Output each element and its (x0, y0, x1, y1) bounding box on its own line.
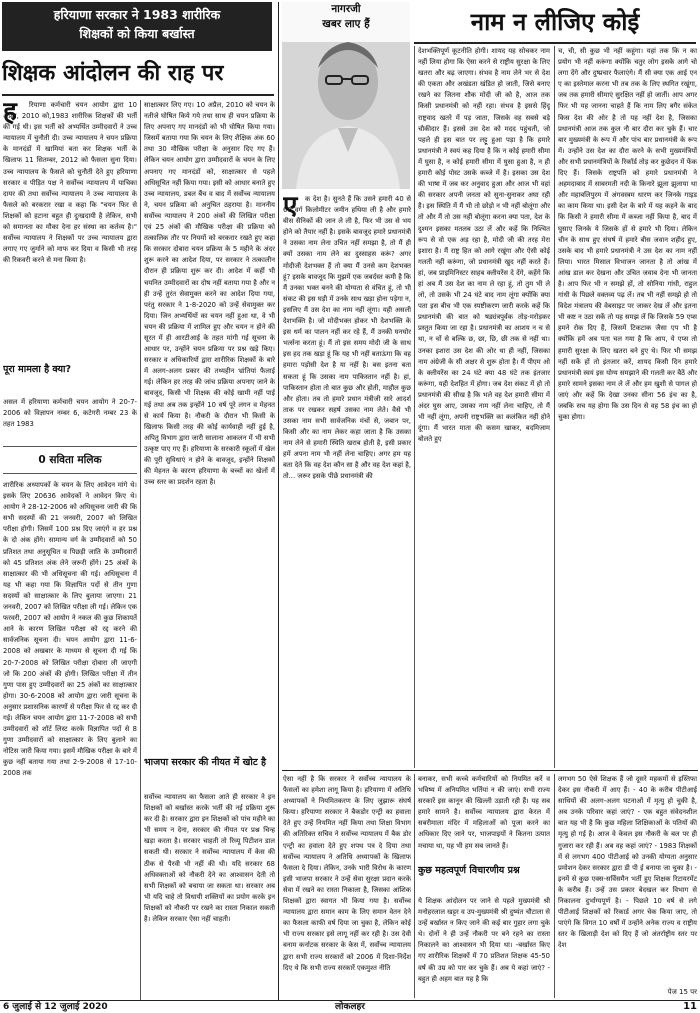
right-col-b: देशभक्तिपूर्ण कूटनीति होगी। शायद यह सोचकर नाम नहीं लिया होगा कि ऐसा करने से राष्ट्रीय सुरक्षा के लिए खतरा और बढ़ जाएगा। संभव है नाम लेने भर से देश की एकता और अखंडता खंडित हो जाती, जिसे बनाए रखने का जितना शौक मोदी जी को है, आज तक किसी प्रधानमंत्री को नहीं रहा। संभव है इससे हिंदू राष्ट्रवाद खतरे में पड़ जाता, जिसके वह सबसे बड़े चौकीदार हैं। इससे उस देश को मदद पहुंचती, जो पहले ही इस बात पर लट्टू हुआ पड़ा है कि हमारे प्रधानमंत्री ने स्वयं कह दिया है कि न कोई हमारी सीमा में घुसा है, न कोई हमारी सीमा में घुसा हुआ है, न ही हमारी कोई पोस्ट उसके कब्जे में है। इसका उस देश की भाषा में जब कर अनुवाद हुआ और आज भी वहां की सरकार अपनी जनता को सुना-सुनाकर अघा रही है। इस स्थिति में मैं भी तो छोड़ो न भी नहीं बोलूंगा और तो और मैं तो उस नहीं बोलूंगा करना क्या पता, देश के दुश्मन इसका मतलब उठा लें और कहें कि निश्चित रूप से वो एक अड़ रहा है, मोदी जी की तरह मेरा इशारा है। मैं राष्ट्र हित को आगे रखूंगा और ऐसी कोई गलती नहीं करूंगा, जो प्रधानमंत्री खुद नहीं करते हैं। हां, जब प्राइमिनिस्टर साहब क्लीयरेंस दे देंगे, कहेंगे कि हां अब मैं उस देश का नाम ले रहा हूं, तो तुम भी ले लो, तो उसके भी 24 घंटे बाद नाम लूंगा क्योंकि क्या पता इस बीच भी एक स्पष्टीकरण जारी करके कहें कि प्रधानमंत्री की बात को षड्यंत्रपूर्वक तोड़-मरोड़कर प्रस्तुत किया जा रहा है। प्रधानमंत्री का आशय न च से था, न चों से बल्कि छ, छा, छि, छी तक से नहीं था। उनका इशारा उस देश की ओर था ही नहीं, जिसका नाम अंग्रेजी के सी अक्षर से शुरू होता है। मैं पीएम ओ के क्लीयरेंस का 24 घंटे क्या 48 घंटे तक इंतजार करूंगा, यही देशहित में होगा। जब देश संकट में हो तो प्रधानमंत्री की सीख है कि भले वह देश हमारी सीमा में अंदर घुस आए, उसका नाम नहीं लेना चाहिए, तो मैं भी नहीं लूंगा, अपनी राष्ट्रभक्ति का कलंकित नहीं होने दूंगा। मैं भारत माता की कसम खाकर, बदमिजाम बोलते हुए (418, 47, 550, 444)
dropcap-e: ए (283, 192, 298, 220)
caption-line-2: खबर लाए हैं (322, 18, 370, 30)
caption-line-1: नागरजी (331, 3, 361, 15)
subhead-bjp-niyat: भाजपा सरकार की नीयत में खोट है (144, 757, 266, 768)
bottom-col3: लगभग 50 ऐसे शिक्षक हैं जो दूसरे महकमों से इस्तिफा देकर इस नौकरी में आए हैं। - 40 के करीब पीटीआई साथियों की अलग-अलग घटनाओं में मृत्यु हो चुकी है, अब उनके परिवार कहां जाएं? - एक बहुत संवेदनशील बात यह भी है कि कुछ महिला शिक्षिकाओं के पतियों की मृत्यु हो गई है। आज वे केवल इस नौकरी के बल पर ही गुजारा कर रही हैं। अब वह कहां जाएं? - 1983 शिक्षकों में से लगभग 400 पीटीआई को उनकी योग्यता अनुसार प्रमोशन देकर सरकार द्वारा डी पी ई बनाया जा चुका है। - इनमें से कुछ एक्स-सर्विसमैन भर्ती हुए शिक्षक रिटायरमेंट के करीब हैं। उन्हें उस प्रकार बेदखल कर विभाग से निकालना दुर्भाग्यपूर्ण है। - पिछले 10 वर्ष से लगे पीटीआई शिक्षकों को रिकार्ड अगर चेक किया जाए, तो पाएंगे कि विगत 10 वर्षों में उन्होंने अनेक राज्य व राष्ट्रीय स्तर के खिलाड़ी देश को दिए हैं जो अंतर्राष्ट्रीय स्तर पर देश (558, 775, 697, 950)
top-banner (2, 2, 272, 51)
byline: 0 सविता मलिक (38, 454, 102, 466)
left-headline: शिक्षक आंदोलन की राह पर (2, 61, 224, 86)
dropcap-ha: ह (3, 98, 17, 126)
left-col1-text2: असल में हरियाणा कर्मचारी चयन आयोग ने 20-7-2006 को विज्ञापन नम्बर 6, कटेगरी नम्बर 23 के तहत 1983 (3, 398, 137, 429)
bottom-col2: बनाकर, सभी कच्चे कर्मचारियों को नियमित करें व भविष्य में अनियमित भर्तियां न की जाएं। सभी राज्य सरकारें इस कानून की खिल्ली उड़ाती रही हैं। यह सब हमारे सामने है। सर्वोच्च न्यायालय द्वारा केरल में सबरीमाला मंदिर में महिलाओं को पूजा करने का अधिकार दिए जाने पर, भाजपाइयों ने कितना उत्पात मचाया था, यह भी हम सब जानते हैं। (418, 775, 550, 850)
left-col2-text: साक्षात्कार लिए गए। 10 अप्रैल, 2010 को चयन के नतीजे घोषित किये गये तथा साथ ही चयन प्रक्रिया के लिए अपनाए गए मानदंडों को भी घोषित किया गया। जिसमें बताया गया कि चयन के लिए शैक्षिक अंक 60 तथा 30 मौखिक परीक्षा के अनुसार दिए गए हैं। लेकिन चयन आयोग द्वारा उम्मीदवारों के चयन के लिए अपनाए गए मानदंडों को, साक्षात्कार से पहले अधिसूचित नहीं किया गया। इसी को आधार बनाते हुए उच्च न्यायालय, डबल बैंच व बाद में सर्वोच्च न्यायालय ने, चयन प्रक्रिया को अनुचित ठहराया है। माननीय सर्वोच्च न्यायालय ने 200 अंकों की लिखित परीक्षा एवं 25 अंकों की मौखिक परीक्षा की प्रक्रिया को तत्कालिक तौर पर नियमों को बरकरार रखते हुए कहा कि सरकार दोबारा चयन प्रक्रिया के 5 महीने के अंदर शुरू करने का आदेश दिया, पर सरकार ने तत्कालीन दौरान ही प्रक्रिया शुरू कर दी। आदेश में कहीं भी चयनित उम्मीदवारों का दोष नहीं बताया गया है और न ही उन्हें तुरंत सेवामुक्त करने का आदेश दिया गया, परंतु सरकार ने 1-8-2020 को उन्हें सेवामुक्त कर दिया। जिन अभ्यर्थियों का चयन नहीं हुआ था, वे भी चयन की प्रक्रिया में शामिल हुए और चयन न होने की सूरत में ही आरटीआई के तहत मांगी गई सूचना के आधार पर, उन्होंने चयन प्रक्रिया पर प्रश्न खड़े किए। सरकार व अधिकारियों द्वारा शारीरिक शिक्षकों के बारे में अलग-अलग प्रकार की तथ्यहीन भ्रांतियां फैलाई गई। लेकिन हर तरह की जांच प्रक्रिया अपनाए जाने के बावजूद, किसी भी शिक्षक की कोई खामी नहीं पाई गई तथा अब तक इन्होंने 10 वर्ष पूरे लगन व मेहनत से कार्य किया है। नौकरी के दौरान भी किसी के खिलाफ किसी तरह की कोई कार्यवाही नहीं हुई है, अपितु विभाग द्वारा जारी सालाना आकलन में भी सभी उत्कृष्ट पाए गए हैं। हरियाणा के सरकारी स्कूलों में खेल की पूरी सुविधाएं न होने के बावजूद, इन्होंने शिक्षकों की मेहनत के कारण हरियाणा के बच्चों का खेलों में उच्च स्तर का प्रदर्शन रहता है। (144, 101, 275, 487)
photo-caption (282, 2, 410, 42)
bottom-col2-text2: ये शिक्षक आंदोलन पर जाने से पहले मुख्यमंत्री श्री मनोहरलाल खट्टर व उप-मुख्यमंत्री श्री दुष्यंत चौटाला से उन्हें बर्खास्त न किए जाने की कई बार गुहार लगा चुके थे। दोनों ने ही उन्हें नौकरी पर बने रहने का रास्ता निकालने का आश्वासन भी दिया था। -बर्खास्त किए गए शारीरिक शिक्षकों में 70 प्रतिशत शिक्षक 45-50 वर्ष की उम्र को पार कर चुके हैं। अब ये कहां जाएं? - बहुत ही अहम बात यह है कि (418, 897, 550, 983)
footer-publication: लोकलहर (335, 1002, 365, 1012)
left-col1-intro: रियाणा कर्मचारी चयन आयोग द्वारा 10 अप्रैल, 2010 को,1983 शारीरिक शिक्षकों की भर्ती की गई थी। इस भर्ती को अभ्यर्थित उम्मीदवारों ने उच्च न्यायालय में चुनौती दी। उच्च न्यायालय ने चयन प्रक्रिया के मानदंडों में खामियां बता कर शिक्षक भर्ती के खिलाफ 11 सितम्बर, 2012 को फैसला सुना दिया। उच्च न्यायालय के फैसले को चुनौती देते हुए हरियाणा सरकार व पीड़ित पक्ष ने सर्वोच्च न्यायालय में याचिका दायर की तथा सर्वोच्च न्यायालय ने उच्च न्यायालय के फैसले को बरकरार रखा व कहा कि "चयन फिर से शिक्षकों को हटाना बहुत ही दुःखदायी है लेकिन, सभी को समानता का मौका देना हर संस्था का कर्तव्य है।" सर्वोच्च न्यायालय ने शिक्षकों पर उच्च न्यायालय द्वारा लगाए गए जुर्माने को माफ कर दिया व किसी भी तरह की रिकवरी करने से मना किया है। (3, 101, 137, 265)
subhead-pura-mamla: पूरा मामला है क्या? (3, 364, 71, 375)
right-col-c: च, ची, सी कुछ भी नहीं कहूंगा। यहां तक कि न का प्रयोग भी नहीं करूंगा क्योंकि चतुर लोग इसके आगे चो लगा देंगे और दुष्प्रचार फैलाएंगे। मैं सी क्या एक आई एन ए का इस्तेमाल करना भी तब तक के लिए स्थगित रखूंगा, जब तक हमारी सीमाएं सुरक्षित नहीं हो जातीं। आप अगर फिर भी यह जानना चाहते हैं कि नाम लिए बगैर संकेत किस देश की ओर है तो यह नहीं देश है, जिसका प्रधानमंत्री आज तक कुल नौ बार दौरा कर चुके हैं। चार बार मुख्यमंत्री के रूप में और पांच बार प्रधानमंत्री के रूप में। उन्होंने उस देश का दौरा करने के सभी मुख्यमंत्रियों और सभी प्रधानमंत्रियों के रिकॉर्ड तोड़ कर कुछेदन में फेंक दिए हैं। जिसके राष्ट्रपति को हमारे प्रधानमंत्री ने अहमदाबाद में साबरमती नदी के किनारे झूला झुलाया था और महाबलिपुरम में अंगवस्त्रम धारण कर जिनके गाइड का काम किया था। इसी देश के बारे में यह कहने के बाद कि किसी ने हमारी सीमा में कब्जा नहीं किया है, बाद में घुसाए जिनके ये जिसके हों से हमारे भी दिया। लेकिन चीन के साथ हुए संघर्ष में हमारे बीस जवान शहीद हुए, उसके बाद भी हमारे प्रधानमंत्री ने उस देश का नाम नहीं लिया। भारत मिसाल विभाजन जानता है तो आंख में आंख डाल कर देखना और उचित जवाब देना भी जानता है। आप फिर भी न समझे हों, तो सोनिया गांधी, राहुल गांधी के पिछले वक्तव्य पढ़ लें। तब भी नहीं समझे हो तो विदेश मंत्रालय की वेबसाइट पर जाकर देख लें और इतना भी कष्ट न उठा सकें तो यह समझ लें कि जिसके 59 एप्स हमने रोक दिए हैं, जिसमें टिकटाक जैसा एप भी है क्योंकि हमें अब पता चल गया है कि आप, ये एप्स तो हमारी सुरक्षा के लिए खतरा बने हुए थे। फिर भी समझ नहीं सकें हों तो इंतजार करें, शायद किसी दिन हमारे प्रधानमंत्री स्वयं इस योग्य समझाने की गलती कर बैठें और हमारे सामने इसका नाम ले लें और हम खुशी से पागल हो जाएं और कहें कि देखा उनका सीना 56 इंच का है, जबकि सच यह होगा कि उस दिन से वह 58 इंच का हो चुका होगा। (558, 47, 697, 422)
banner-line-1: हरियाणा सरकार ने 1983 शारीरिक (53, 7, 221, 22)
banner-line-2: शिक्षकों को किया बर्खास्त (79, 26, 195, 41)
bottom-col1: ऐसा नहीं है कि सरकार ने सर्वोच्च न्यायालय के फैसलों का हमेशा लागू किया है। हरियाणा में अतिथि अध्यापकों ने नियमितकरण के लिए जुझारू संघर्ष किया। हरियाणा सरकार ने बैकडोर एन्ट्री का हवाला देते हुए उन्हें नियमित नहीं किया तथा शिक्षा विभाग की अतिरिक्त सचिव ने सर्वोच्च न्यायालय में बैक डोर एन्ट्री का हवाला देते हुए शपथ पत्र दे दिया तथा सर्वोच्च न्यायालय ने अतिथि अध्यापकों के खिलाफ फैसला दे दिया। लेकिन, उनके भारी विरोध के कारण इसी भाजपा सरकार ने उन्हें सेवा सुरक्षा प्रदान करके सेवा में रखने का रास्ता निकाला है, जिसका आंशिक शिक्षकों द्वारा स्वागत भी किया गया है। सर्वोच्च न्यायालय द्वारा समान काम के लिए समान वेतन देने का फैसला काफी वर्ष दिया जा चुका है, लेकिन कोई भी राज्य सरकार इसे लागू नहीं कर रही है। उस देवी बनाम कर्नाटक सरकार के केस में, सर्वोच्च न्यायालय द्वारा सभी राज्य सरकारों को 2006 में दिशा-निर्देश दिए थे कि सभी राज्य सरकारें एकमुश्त नीति (283, 775, 411, 972)
footer-page-number: 11 (683, 1001, 697, 1012)
subhead-vicharaniya: कुछ महत्वपूर्ण विचारणीय प्रश्न (418, 865, 520, 876)
continued-note: पेज 15 पर (667, 988, 697, 996)
left-col2-text2: सर्वोच्च न्यायालय का फैसला आते ही सरकार ने इन शिक्षकों को बर्खास्त करके भर्ती की नई प्रक्रिया शुरू कर दी है। सरकार द्वारा इन शिक्षकों को पांच महीने का भी समय न देना, सरकार की नीयत पर प्रश्न चिन्ह खड़ा करता है। सरकार चाहती तो रिव्यू पिटीशन डाल सकती थी। सरकार ने सर्वोच्च न्यायालय में केस की ठीक से पैरवी भी नहीं की थी। यदि सरकार 68 अधिवक्ताओं को नौकरी देने का आश्वासन देती तो सभी शिक्षकों को बचाया जा सकता था। सरकार अब भी यदि चाहे तो विधायी शक्तियों का प्रयोग करके इन शिक्षकों को नौकरी पर रखने का रास्ता निकाल सकती है। लेकिन सरकार ऐसा नहीं चाहती। (144, 793, 275, 924)
right-headline: नाम न लीजिए कोई (470, 8, 640, 36)
right-col-a: क देश है। सुनते हैं कि उसने हमारी 40 से 60 वर्ग किलोमीटर जमीन हथिया ली है और हमारे बीस सैनिकों की जान ले ली है, फिर भी उस से भय होने को तैयार नहीं है। इसके बावजूद हमारे प्रधानमंत्री ने उसका नाम लेना उचित नहीं समझा है, तो मैं ही क्यों उसका नाम लेने का दुस्साहस करूं? अगर मोदीजी देशभक्त हैं तो क्या मैं उनसे कम देशभक्त हूं? इसके बावजूद कि मुझमें एक जबर्दस्त कमी है कि मैं उनका भक्त बनने की योग्यता से वंचित हूं, तो भी संकट की इस घड़ी में उनके साथ खड़ा होना पड़ेगा न, इसलिए मैं उस देश का नाम नहीं लूंगा। यही असली देशभक्ति है। जो मोदीभक्त होकर भी देशभक्ति के इस धर्म का पालन नहीं कर रहे हैं, मैं उनकी घनघोर भर्त्सना करता हूं। मैं तो इस समय मोदी जी के साथ इस हद तक खड़ा हूं कि यह भी नहीं बताऊंगा कि वह हमारा पड़ोसी देश है या नहीं है। बस इतना बता सकता हूं कि उसका नाम पाकिस्तान नहीं है। हां, पाकिस्तान होता तो बात कुछ और होती, माहौल कुछ और होता। तब तो हमारे प्रधान मंत्रीजी सारे आदर्श ताक पर रखकर सहर्ष उसका नाम लेते। वैसे भी उसका नाम सभी सार्वजनिक मंचों से, जबान पर, किसी और का नाम लेकर कहा जाता है कि उसका नाम लेने से हमारी स्थिति खराब होती है, इसी प्रकार हमें अपना नाम भी नहीं लेना चाहिए। अगर हम यह बता देते कि वह देश कौन सा है और वह देश कहां है, तो... जरूर इसके पीछे प्रधानमंत्री की (283, 195, 411, 481)
footer-date: 6 जुलाई से 12 जुलाई 2020 (3, 1002, 108, 1012)
left-col1-text3: शारीरिक अध्यापकों के चयन के लिए आवेदन मांगे थे। इसके लिए 20636 आवेदकों ने आवेदन किए थे। आयोग ने 28-12-2006 को अधिसूचना जारी की कि सभी सदस्यों की 21 जनवरी, 2007 को लिखित परीक्षा होगी। जिसमें 100 प्रश्न दिए जाएंगे व हर प्रश्न के दो अंक होंगे। सामान्य वर्ग के उम्मीदवारों को 50 प्रतिशत तथा अनुसूचित व पिछड़ी जाति के उम्मीदवारों को 45 प्रतिशत अंक लेने जरूरी होंगे। 25 अंकों के साक्षात्कार की भी अधिसूचना की गई। अधिसूचना में यह भी कहा गया कि विज्ञापित पदों से तीन गुणा सदस्यों को साक्षात्कार के लिए बुलाया जाएगा। 21 जनवरी, 2007 को लिखित परीक्षा ली गई। लेकिन एक फरवरी, 2007 को आयोग ने नकल की कुछ शिकायतें आने के कारण लिखित परीक्षा को रद्द करने की सार्वजनिक सूचना दी। चयन आयोग द्वारा 11-6-2008 को अखबार के माध्यम से सूचना दी गई कि 20-7-2008 को लिखित परीक्षा दोबारा ली जाएगी जो कि 200 अंकों की होगी। लिखित परीक्षा में तीन गुणा पास हुए उम्मीदवारों का 25 अंकों का साक्षात्कार होगा। 30-6-2008 को आयोग द्वारा जारी सूचना के अनुसार प्रशासनिक कारणों से परीक्षा फिर से रद्द कर दी गई। लेकिन चयन आयोग द्वारा 11-7-2008 को सभी उम्मीदवारों को शॉर्ट लिस्ट करके विज्ञापित पदों से 8 गुणा उम्मीदवारों को साक्षात्कार के लिए बुलाने का नोटिस जारी किया गया। इसमें मौखिक परीक्षा के बारे में कुछ नहीं बताया गया तथा 2-9-2008 से 17-10-2008 तक (3, 481, 137, 778)
